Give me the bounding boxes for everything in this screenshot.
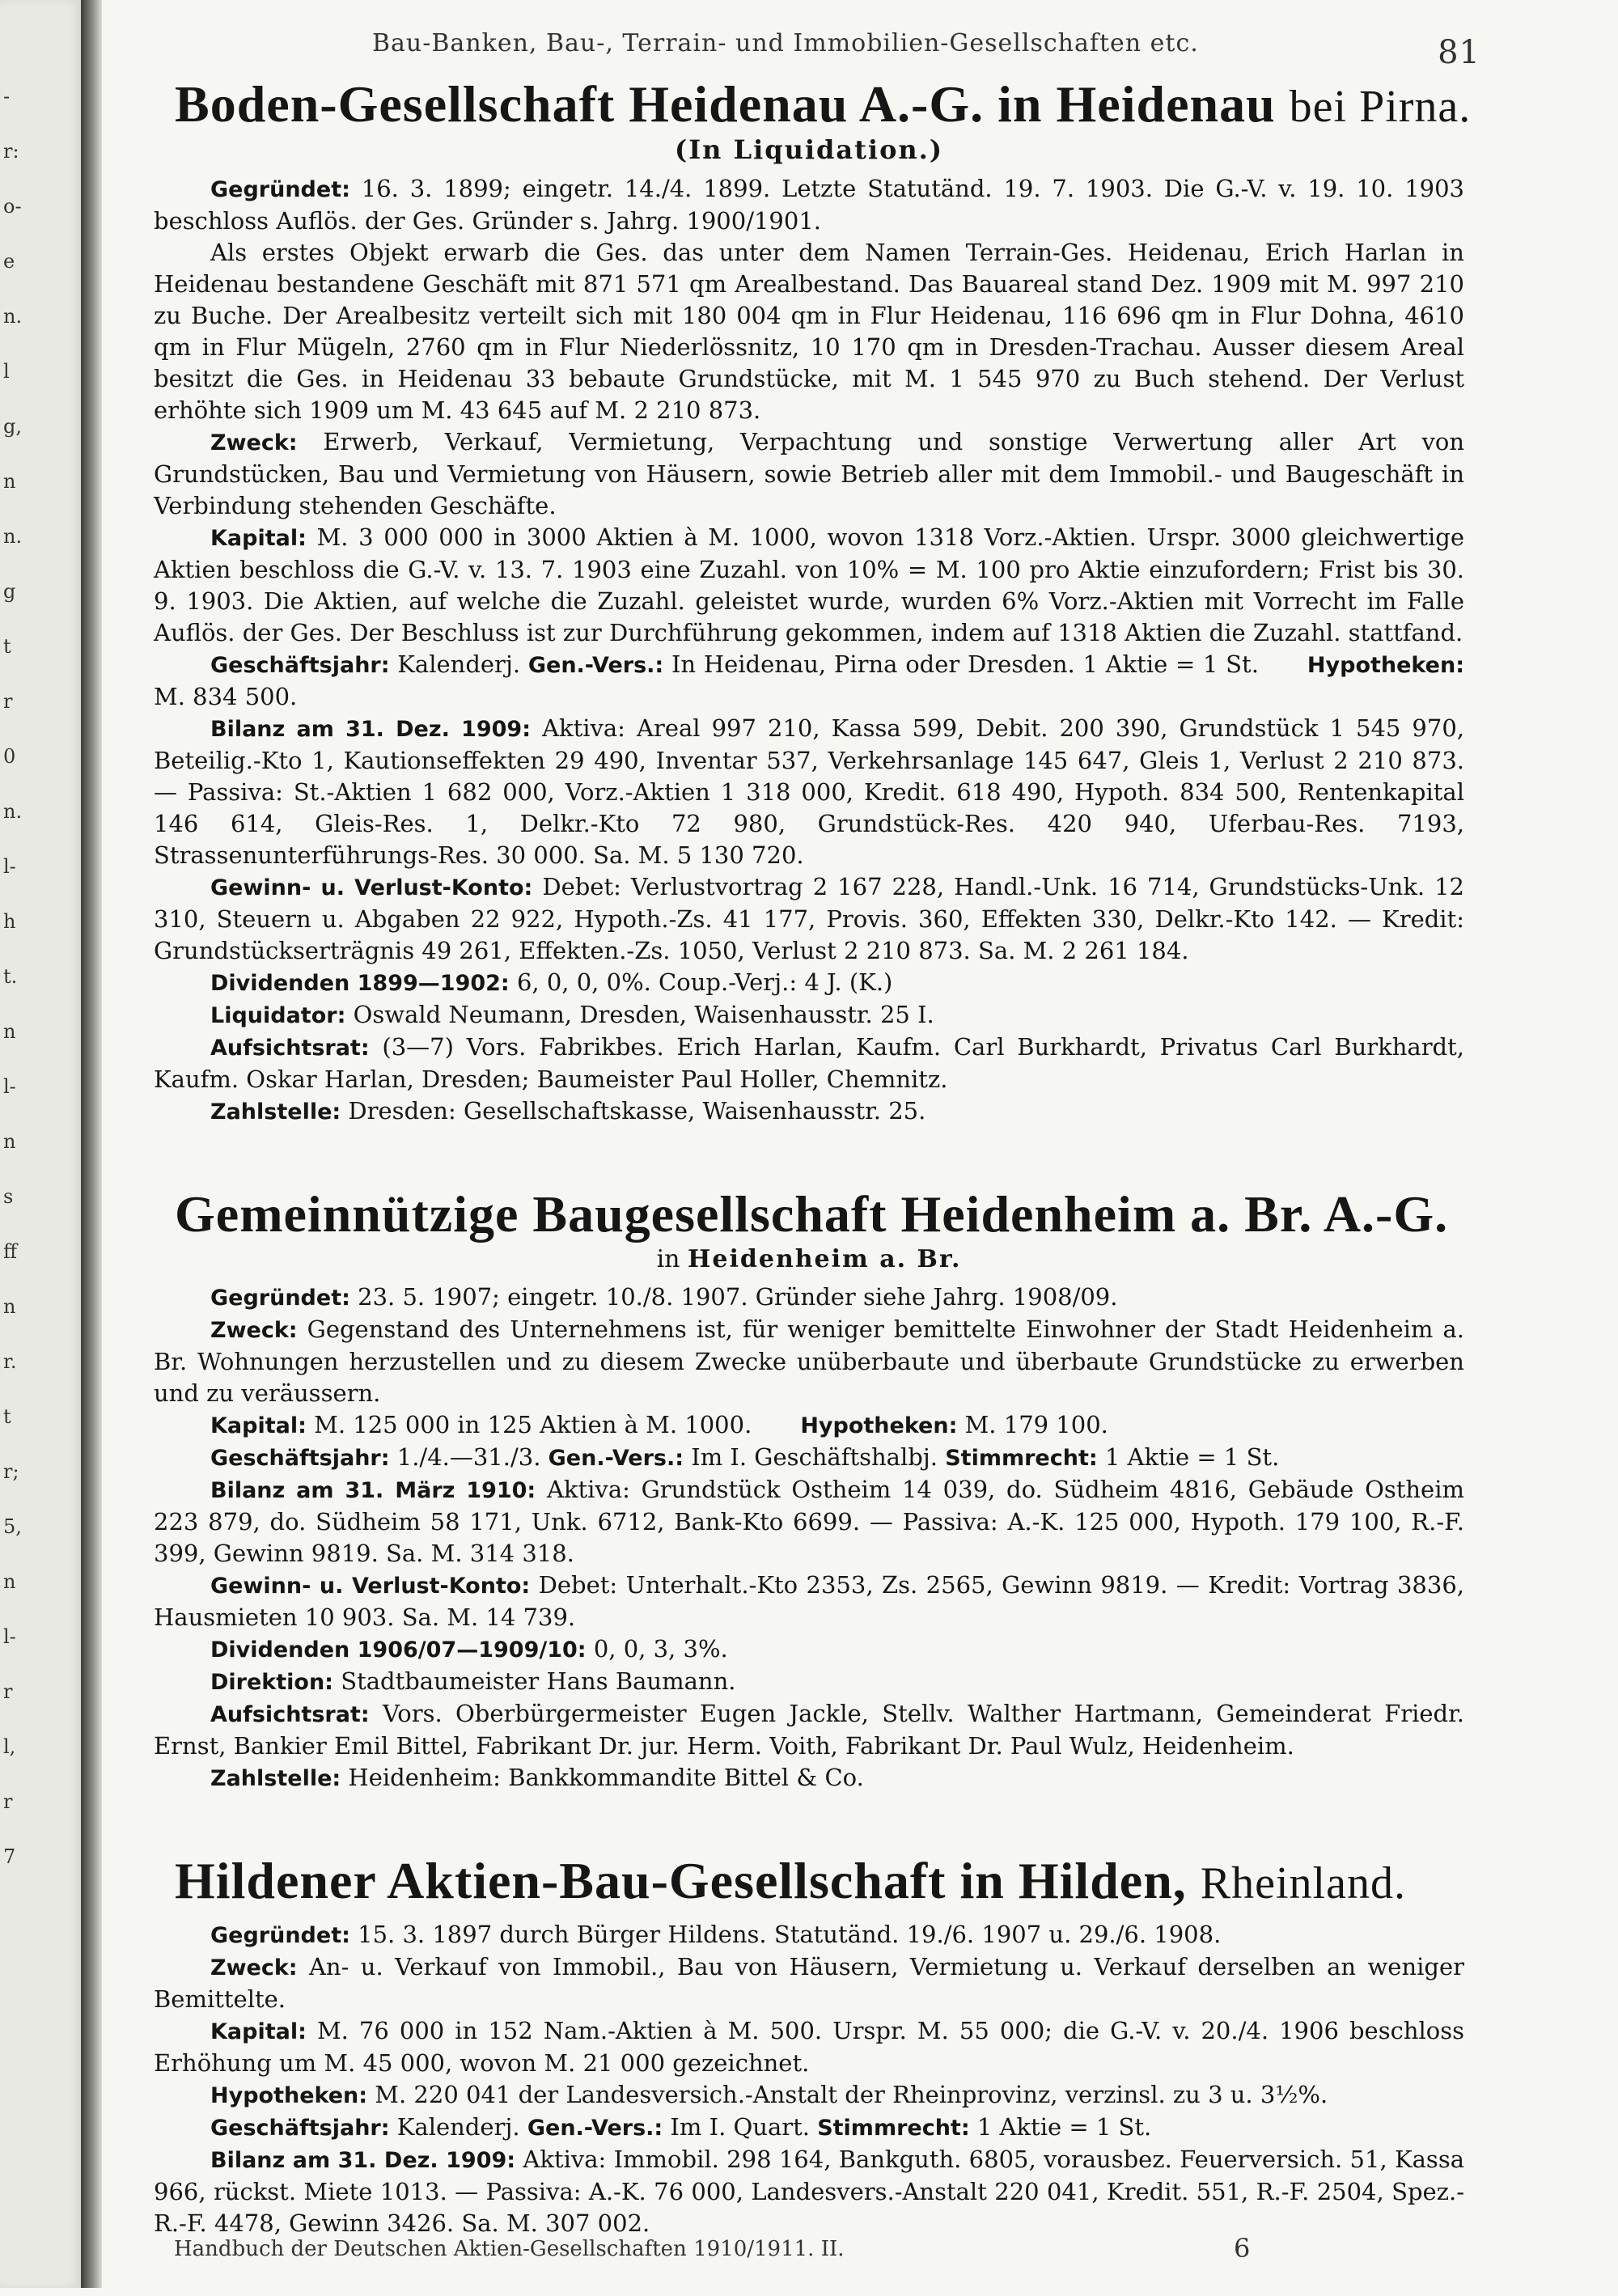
field-label: Kapital:: [210, 525, 307, 551]
field-text: Im I. Geschäftshalbj.: [684, 1443, 946, 1472]
field-label: Kapital:: [210, 1413, 307, 1439]
margin-fragment: l-: [3, 1625, 16, 1648]
field-text: (3—7) Vors. Fabrikbes. Erich Harlan, Kaufm. Carl Burkhardt, Privatus Carl Burkhardt, Kaufm. Oskar Harlan, Dresden; Baumeister Paul Holler, Chemnitz.: [154, 1032, 1464, 1093]
page-number: 81: [1438, 34, 1480, 71]
margin-fragment: t: [3, 635, 11, 658]
field-text: Debet: Unterhalt.-Kto 2353, Zs. 2565, Gewinn 9819. — Kredit: Vortrag 3836, Hausmieten 10 903. Sa. M. 14 739.: [154, 1571, 1464, 1632]
margin-fragment: n: [3, 1130, 16, 1153]
margin-fragment: n: [3, 1020, 16, 1043]
field-label: Hypotheken:: [210, 2082, 368, 2108]
field-label: Zahlstelle:: [210, 1099, 341, 1125]
running-head-text: Bau-Banken, Bau-, Terrain- und Immobilien-Gesellschaften etc.: [372, 29, 1199, 57]
margin-fragment: r.: [3, 1350, 17, 1373]
margin-fragment: 0: [3, 745, 16, 768]
margin-fragment: e: [3, 250, 15, 273]
margin-fragment: -: [3, 85, 11, 108]
margin-fragment: n: [3, 1295, 16, 1318]
field-label: Gegründet:: [210, 1286, 350, 1311]
field-label: Gewinn- u. Verlust-Konto:: [210, 1574, 531, 1599]
field-label: Gegründet:: [210, 1922, 350, 1948]
field-text: 16. 3. 1899; eingetr. 14./4. 1899. Letzte Statutänd. 19. 7. 1903. Die G.-V. v. 19. 10. 1903 beschloss Auflös. der Ges. Gründer s. Jahrg. 1900/1901.: [154, 174, 1464, 235]
entry-paragraph: [154, 2079, 1464, 2112]
field-text: 15. 3. 1897 durch Bürger Hildens. Statutänd. 19./6. 1907 u. 29./6. 1908.: [349, 1920, 1222, 1948]
field-text: Kalenderj.: [389, 2112, 527, 2141]
field-text: Aktiva: Immobil. 298 164, Bankguth. 6805, vorausbez. Feuerversich. 51, Kassa 966, rückst. Miete 1013. — Passiva: A.-K. 76 000, Landesvers.-Anstalt 220 041, Kredit. 551, R.-F. 2504, Spez.-R.-F. 4478, Gewinn 3426. Sa. M. 307 002.: [154, 2145, 1464, 2237]
company-title: Hildener Aktien-Bau-Gesellschaft in Hilden, Rheinland.: [175, 1852, 1406, 1910]
entry-paragraph: [154, 1032, 1464, 1095]
margin-fragment: t: [3, 1405, 11, 1428]
margin-fragment: 5,: [3, 1515, 22, 1538]
field-label: Dividenden 1899—1902:: [210, 970, 510, 996]
entry-paragraph: [154, 522, 1464, 649]
entry-paragraph: [154, 1314, 1464, 1409]
margin-fragment: ff: [3, 1240, 18, 1263]
company-title: Boden-Gesellschaft Heidenau A.-G. in Heidenau bei Pirna.: [175, 75, 1472, 133]
field-text: M. 220 041 der Landesversich.-Anstalt der Rheinprovinz, verzinsl. zu 3 u. 3½%.: [367, 2080, 1328, 2108]
previous-page-strip: [0, 0, 83, 2288]
company-details: [154, 1919, 1464, 2239]
field-text: 1 Aktie = 1 St.: [969, 2112, 1152, 2141]
entry-paragraph: [154, 999, 1464, 1032]
margin-fragment: n: [3, 1570, 16, 1593]
field-text: 6, 0, 0, 0%. Coup.-Verj.: 4 J. (K.): [509, 968, 893, 996]
margin-fragment: l-: [3, 855, 16, 878]
margin-fragment: n: [3, 470, 16, 493]
entry-paragraph: [154, 1281, 1464, 1314]
margin-fragment: l: [3, 360, 10, 383]
field-label: Zweck:: [210, 430, 298, 455]
field-label: Gen.-Vers.:: [548, 1446, 684, 1472]
entry-paragraph: [154, 1442, 1464, 1474]
margin-fragment: t.: [3, 965, 18, 988]
field-text: Erwerb, Verkauf, Vermietung, Verpachtung und sonstige Verwertung aller Art von Grundstücken, Bau und Vermietung von Häusern, sowie Betrieb aller mit dem Immobil.- und Baugeschäft in Verbindung stehenden Geschäfte.: [154, 427, 1464, 519]
company-location: in Heidenheim a. Br.: [656, 1245, 962, 1274]
company-details: [154, 173, 1464, 1128]
field-label: Zahlstelle:: [210, 1766, 341, 1792]
footer: Handbuch der Deutschen Aktien-Gesellschaften 1910/1911. II.: [174, 2237, 845, 2261]
running-head: [154, 24, 1480, 71]
field-label: Bilanz am 31. März 1910:: [210, 1478, 536, 1504]
company-subtitle: (In Liquidation.): [675, 133, 943, 165]
entry-paragraph: [154, 871, 1464, 967]
margin-fragment: r: [3, 690, 13, 713]
field-text: Kalenderj.: [389, 650, 528, 678]
entry-paragraph: [154, 2144, 1464, 2239]
field-text: Dresden: Gesellschaftskasse, Waisenhausstr. 25.: [341, 1096, 926, 1125]
field-text: Debet: Verlustvortrag 2 167 228, Handl.-Unk. 16 714, Grundstücks-Unk. 12 310, Steuern u. Abgaben 22 922, Hypoth.-Zs. 41 177, Provis. 360, Effekten 330, Delkr.-Kto 142. — Kredit: Grundstückserträgnis 49 261, Effekten.-Zs. 1050, Verlust 2 210 873. Sa. M. 2 261 184.: [154, 872, 1464, 964]
field-text: M. 3 000 000 in 3000 Aktien à M. 1000, wovon 1318 Vorz.-Aktien. Urspr. 3000 gleichwertige Aktien beschloss die G.-V. v. 13. 7. 1903 eine Zuzahl. von 10% = M. 100 pro Aktie einzufordern; Frist bis 30. 9. 1903. Die Aktien, auf welche die Zuzahl. geleistet wurde, wurden 6% Vorz.-Aktien mit Vorrecht im Falle Auflös. der Ges. Der Beschluss ist zur Durchführung gekommen, indem auf 1318 Aktien die Zuzahl. stattfand.: [154, 523, 1464, 646]
field-text: 1 Aktie = 1 St.: [1097, 1443, 1280, 1472]
field-text: 0, 0, 3, 3%.: [586, 1635, 728, 1663]
book-gutter: [81, 0, 102, 2288]
margin-fragment: r: [3, 1680, 13, 1703]
entry-paragraph: [154, 1569, 1464, 1633]
entry-paragraph: [154, 173, 1464, 237]
field-text: M. 76 000 in 152 Nam.-Aktien à M. 500. Urspr. M. 55 000; die G.-V. v. 20./4. 1906 beschloss Erhöhung um M. 45 000, wovon M. 21 000 gezeichnet.: [154, 2016, 1464, 2077]
margin-fragment: h: [3, 910, 16, 933]
entry-paragraph: [154, 1666, 1464, 1698]
field-label: Geschäftsjahr:: [210, 652, 390, 678]
field-text: Oswald Neumann, Dresden, Waisenhausstr. 25 I.: [345, 1000, 934, 1028]
field-text: Stadtbaumeister Hans Baumann.: [332, 1667, 736, 1696]
signature-mark: 6: [1234, 2233, 1251, 2264]
margin-fragment: l-: [3, 1075, 16, 1098]
field-label: Kapital:: [210, 2019, 307, 2044]
field-label: Hypotheken:: [800, 1413, 958, 1439]
field-text: Aktiva: Grundstück Ostheim 14 039, do. Südheim 4816, Gebäude Ostheim 223 879, do. Südheim 58 171, Unk. 6712, Bank-Kto 6699. — Passiva: A.-K. 125 000, Hypoth. 179 100, R.-F. 399, Gewinn 9819. Sa. M. 314 318.: [154, 1476, 1464, 1568]
entry-paragraph: [154, 1919, 1464, 1951]
field-text: M. 179 100.: [957, 1411, 1108, 1439]
company-title: Gemeinnützige Baugesellschaft Heidenheim a. Br. A.-G.: [175, 1184, 1449, 1243]
margin-fragment: r;: [3, 1460, 19, 1483]
field-label: Bilanz am 31. Dez. 1909:: [210, 716, 532, 742]
margin-fragment: g,: [3, 415, 22, 438]
page: [154, 24, 1480, 2296]
field-text: M. 125 000 in 125 Aktien à M. 1000.: [306, 1411, 752, 1439]
margin-fragment: g: [3, 580, 16, 603]
entry-paragraph: [154, 2112, 1464, 2144]
entry-paragraph: [154, 967, 1464, 999]
field-label: Stimmrecht:: [945, 1446, 1098, 1472]
entry-paragraph: [154, 426, 1464, 522]
field-label: Bilanz am 31. Dez. 1909:: [210, 2147, 516, 2173]
field-label: Zweck:: [210, 1318, 298, 1344]
field-text: An- u. Verkauf von Immobil., Bau von Häusern, Vermietung u. Verkauf derselben an weniger Bemittelte.: [154, 1952, 1464, 2013]
field-label: Geschäftsjahr:: [210, 1446, 390, 1472]
margin-fragment: n.: [3, 525, 23, 548]
entry-paragraph: [154, 649, 1464, 713]
company-entry: [154, 74, 1472, 1128]
margin-fragment: l,: [3, 1735, 16, 1758]
margin-fragment: o-: [3, 195, 22, 218]
field-label: Liquidator:: [210, 1002, 346, 1028]
field-label: Gegründet:: [210, 176, 350, 202]
field-label: Hypotheken:: [1307, 652, 1464, 678]
entry-paragraph: [154, 1698, 1464, 1762]
margin-fragment: r: [3, 1790, 13, 1813]
field-label: Zweck:: [210, 1955, 298, 1980]
entry-paragraph: [154, 237, 1464, 426]
entry-paragraph: [154, 1474, 1464, 1569]
field-text: Aktiva: Areal 997 210, Kassa 599, Debit. 200 390, Grundstück 1 545 970, Beteilig.-Kto 1, Kautionseffekten 29 490, Inventar 537, Verkehrsanlage 145 647, Gleis 1, Verlust 2 210 873. — Passiva: St.-Aktien 1 682 000, Vorz.-Aktien 1 318 000, Kredit. 618 490, Hypoth. 834 500, Rentenkapital 146 614, Gleis-Res. 1, Delkr.-Kto 72 980, Grundstück-Res. 420 940, Uferbau-Res. 7193, Strassenunterführungs-Res. 30 000. Sa. M. 5 130 720.: [154, 714, 1465, 869]
field-label: Dividenden 1906/07—1909/10:: [210, 1637, 587, 1663]
company-entry: [154, 1184, 1464, 1795]
company-entry: [154, 1851, 1464, 2239]
margin-fragment: n.: [3, 800, 23, 823]
field-text: Gegenstand des Unternehmens ist, für weniger bemittelte Einwohner der Stadt Heidenheim a. Br. Wohnungen herzustellen und zu diesem Zwecke unüberbaute und überbaute Grundstücke zu erwerben und zu veräussern.: [154, 1315, 1464, 1408]
entry-paragraph: [154, 2015, 1464, 2079]
entry-paragraph: [154, 1633, 1464, 1666]
entry-paragraph: [154, 713, 1464, 871]
field-label: Gen.-Vers.:: [527, 2115, 663, 2141]
field-label: Direktion:: [210, 1670, 333, 1696]
entry-paragraph: [154, 1951, 1464, 2015]
entry-paragraph: [154, 1409, 1464, 1442]
field-label: Geschäftsjahr:: [210, 2115, 390, 2141]
field-label: Gewinn- u. Verlust-Konto:: [210, 875, 533, 900]
field-text: 23. 5. 1907; eingetr. 10./8. 1907. Gründer siehe Jahrg. 1908/09.: [349, 1283, 1118, 1311]
field-text: Heidenheim: Bankkommandite Bittel & Co.: [341, 1764, 864, 1792]
margin-fragment: n.: [3, 305, 23, 328]
company-details: [154, 1281, 1464, 1794]
field-text: M. 834 500.: [154, 682, 298, 710]
entry-paragraph: [154, 1762, 1464, 1794]
margin-fragment: 7: [3, 1845, 16, 1868]
field-label: Aufsichtsrat:: [210, 1702, 370, 1728]
field-text: Im I. Quart.: [663, 2112, 818, 2141]
field-text: In Heidenau, Pirna oder Dresden. 1 Aktie = 1 St.: [663, 650, 1259, 678]
field-label: Stimmrecht:: [817, 2115, 970, 2141]
margin-fragment: r:: [3, 140, 19, 163]
field-text: Vors. Oberbürgermeister Eugen Jackle, Stellv. Walther Hartmann, Gemeinderat Friedr. Ernst, Bankier Emil Bittel, Fabrikant Dr. jur. Herm. Voith, Fabrikant Dr. Paul Wulz, Heidenheim.: [154, 1700, 1464, 1760]
entry-paragraph: [154, 1095, 1464, 1128]
margin-fragment: s: [3, 1185, 14, 1208]
field-text: 1./4.—31./3.: [389, 1443, 549, 1472]
field-label: Gen.-Vers.:: [527, 652, 664, 678]
field-text: Als erstes Objekt erwarb die Ges. das unter dem Namen Terrain-Ges. Heidenau, Erich Harlan in Heidenau bestandene Geschäft mit 871 571 qm Arealbestand. Das Bauareal stand Dez. 1909 mit M. 997 210 zu Buche. Der Arealbesitz verteilt sich mit 180 004 qm in Flur Heidenau, 116 696 qm in Flur Dohna, 4610 qm in Flur Mügeln, 2760 qm in Flur Niederlössnitz, 10 170 qm in Dresden-Trachau. Ausser diesem Areal besitzt die Ges. in Heidenau 33 bebaute Grundstücke, mit M. 1 545 970 zu Buch stehend. Der Verlust erhöhte sich 1909 um M. 43 645 auf M. 2 210 873.: [154, 238, 1464, 424]
field-label: Aufsichtsrat:: [210, 1035, 370, 1061]
